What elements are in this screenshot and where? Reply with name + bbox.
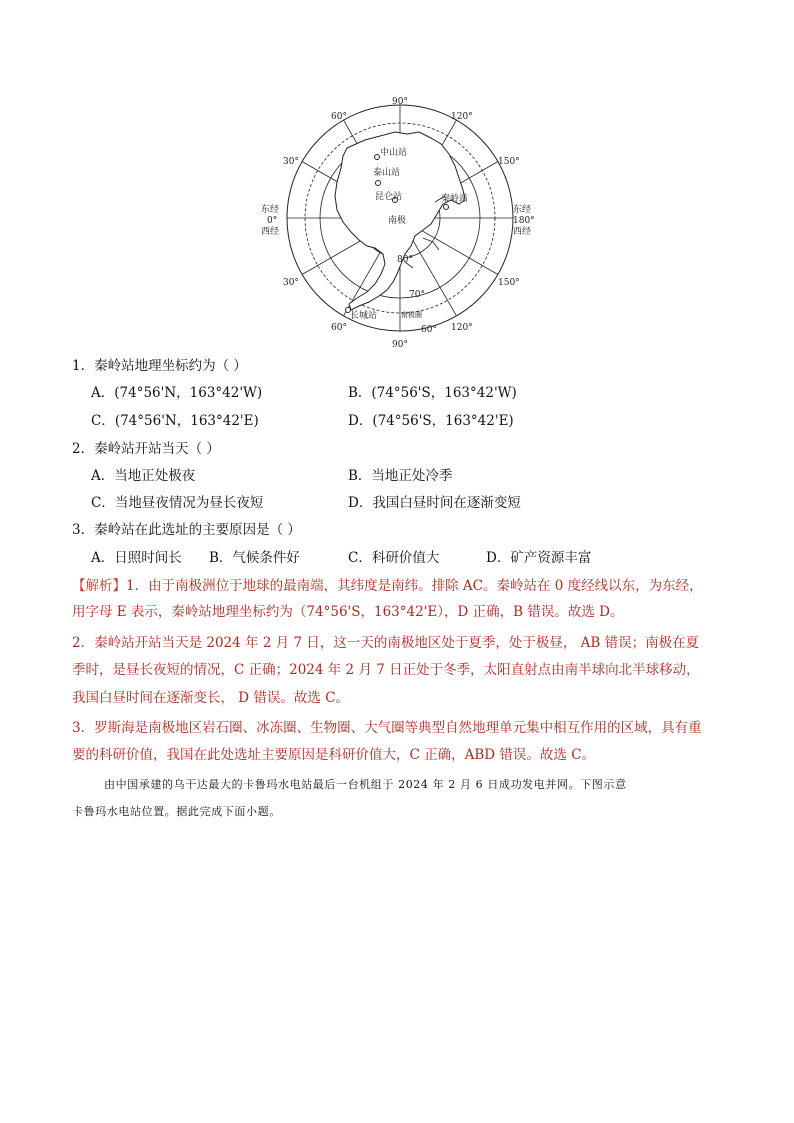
label-qinling: 秦岭站 <box>441 194 469 204</box>
label-120-tr: 120° <box>451 112 473 122</box>
analysis-line-4: 季时，是昼长夜短的情况，C 正确；2024 年 2 月 7 日正处于冬季，太阳直射点由南半球向北半球移动， <box>72 662 700 678</box>
analysis-line-6: 3．罗斯海是南极地区岩石圈、冰冻圈、生物圈、大气圈等典型自然地理单元集中相互作用的区域，具有重 <box>72 720 702 736</box>
analysis-line-1 <box>72 577 703 595</box>
analysis-line-3: 2．秦岭站开站当天是 2024 年 2 月 7 日，这一天的南极地区处于夏季，处于极昼， AB 错误；南极在夏 <box>72 635 700 651</box>
taishan-station-dot <box>376 181 381 186</box>
label-changcheng: 长城站 <box>350 311 378 321</box>
question-3-option-a: A．日照时间长 <box>91 550 182 566</box>
qinling-station-dot <box>444 205 449 210</box>
question-2-option-b: B．当地正处冷季 <box>348 468 453 484</box>
question-2-option-c: C．当地昼夜情况为昼长夜短 <box>91 495 264 511</box>
question-2-option-a: A．当地正处极夜 <box>91 468 196 484</box>
label-antarctic-circle: 南极圈 <box>401 311 422 319</box>
analysis-text-1: 1．由于南极洲位于地球的最南端，其纬度是南纬。排除 AC。秦岭站在 0 度经线以东，为东经， <box>126 578 703 594</box>
analysis-tag: 【解析】 <box>72 578 126 594</box>
label-30-l: 30° <box>283 157 299 167</box>
question-3-stem: 3．秦岭站在此选址的主要原因是（ ） <box>72 522 301 538</box>
label-150-r: 150° <box>498 157 520 167</box>
label-west-l: 西经 <box>261 227 280 237</box>
intro-line-2: 卡鲁玛水电站位置。据此完成下面小题。 <box>72 805 281 818</box>
antarctic-map <box>255 92 545 354</box>
analysis-line-7: 要的科研价值，我国在此处选址主要原因是科研价值大，C 正确，ABD 错误。故选 C。 <box>72 747 596 763</box>
label-taishan: 泰山站 <box>373 168 401 178</box>
label-zhongshan: 中山站 <box>380 148 408 158</box>
label-lat70: 70° <box>409 290 425 300</box>
label-60-bl: 60° <box>331 323 347 333</box>
label-lat80: 80° <box>397 255 413 265</box>
intro-line-1: 由中国承建的乌干达最大的卡鲁玛水电站最后一台机组于 2024 年 2 月 6 日成功发电并网。下图示意 <box>104 778 627 791</box>
label-60-br: 60° <box>421 325 437 335</box>
label-60-tl: 60° <box>331 112 347 122</box>
question-1-option-c: C．(74°56'N，163°42'E) <box>91 413 259 429</box>
question-3-option-c: C．科研价值大 <box>348 550 440 566</box>
question-2-stem: 2．秦岭站开站当天（ ） <box>72 441 220 457</box>
zhongshan-station-dot <box>375 155 380 160</box>
label-kunlun: 昆仑站 <box>375 192 403 202</box>
label-150-br: 150° <box>498 278 520 288</box>
label-30-bl: 30° <box>283 278 299 288</box>
analysis-line-5: 我国白昼时间在逐渐变长， D 错误。故选 C。 <box>72 690 350 706</box>
question-2-option-d: D．我国白昼时间在逐渐变短 <box>348 495 521 511</box>
question-1-stem: 1．秦岭站地理坐标约为（ ） <box>72 358 247 374</box>
label-west-r: 西经 <box>513 227 532 237</box>
question-3-option-b: B．气候条件好 <box>209 550 300 566</box>
question-1-option-b: B．(74°56'S，163°42'W) <box>348 385 517 401</box>
label-180: 180° <box>513 216 535 226</box>
label-120-br: 120° <box>451 323 473 333</box>
label-east-r: 东经 <box>513 205 532 215</box>
question-3-option-d: D．矿产资源丰富 <box>486 550 592 566</box>
question-1-option-d: D．(74°56'S，163°42'E) <box>348 413 514 429</box>
label-east-l: 东经 <box>261 205 280 215</box>
analysis-line-2: 用字母 E 表示，秦岭站地理坐标约为（74°56'S，163°42'E），D 正确，B 错误。故选 D。 <box>72 604 624 620</box>
label-nanji: 南极 <box>388 216 407 226</box>
question-1-option-a: A．(74°56'N，163°42'W) <box>91 385 263 401</box>
label-0: 0° <box>267 216 278 226</box>
label-90-top: 90° <box>392 97 408 107</box>
label-90-bottom: 90° <box>392 340 408 350</box>
